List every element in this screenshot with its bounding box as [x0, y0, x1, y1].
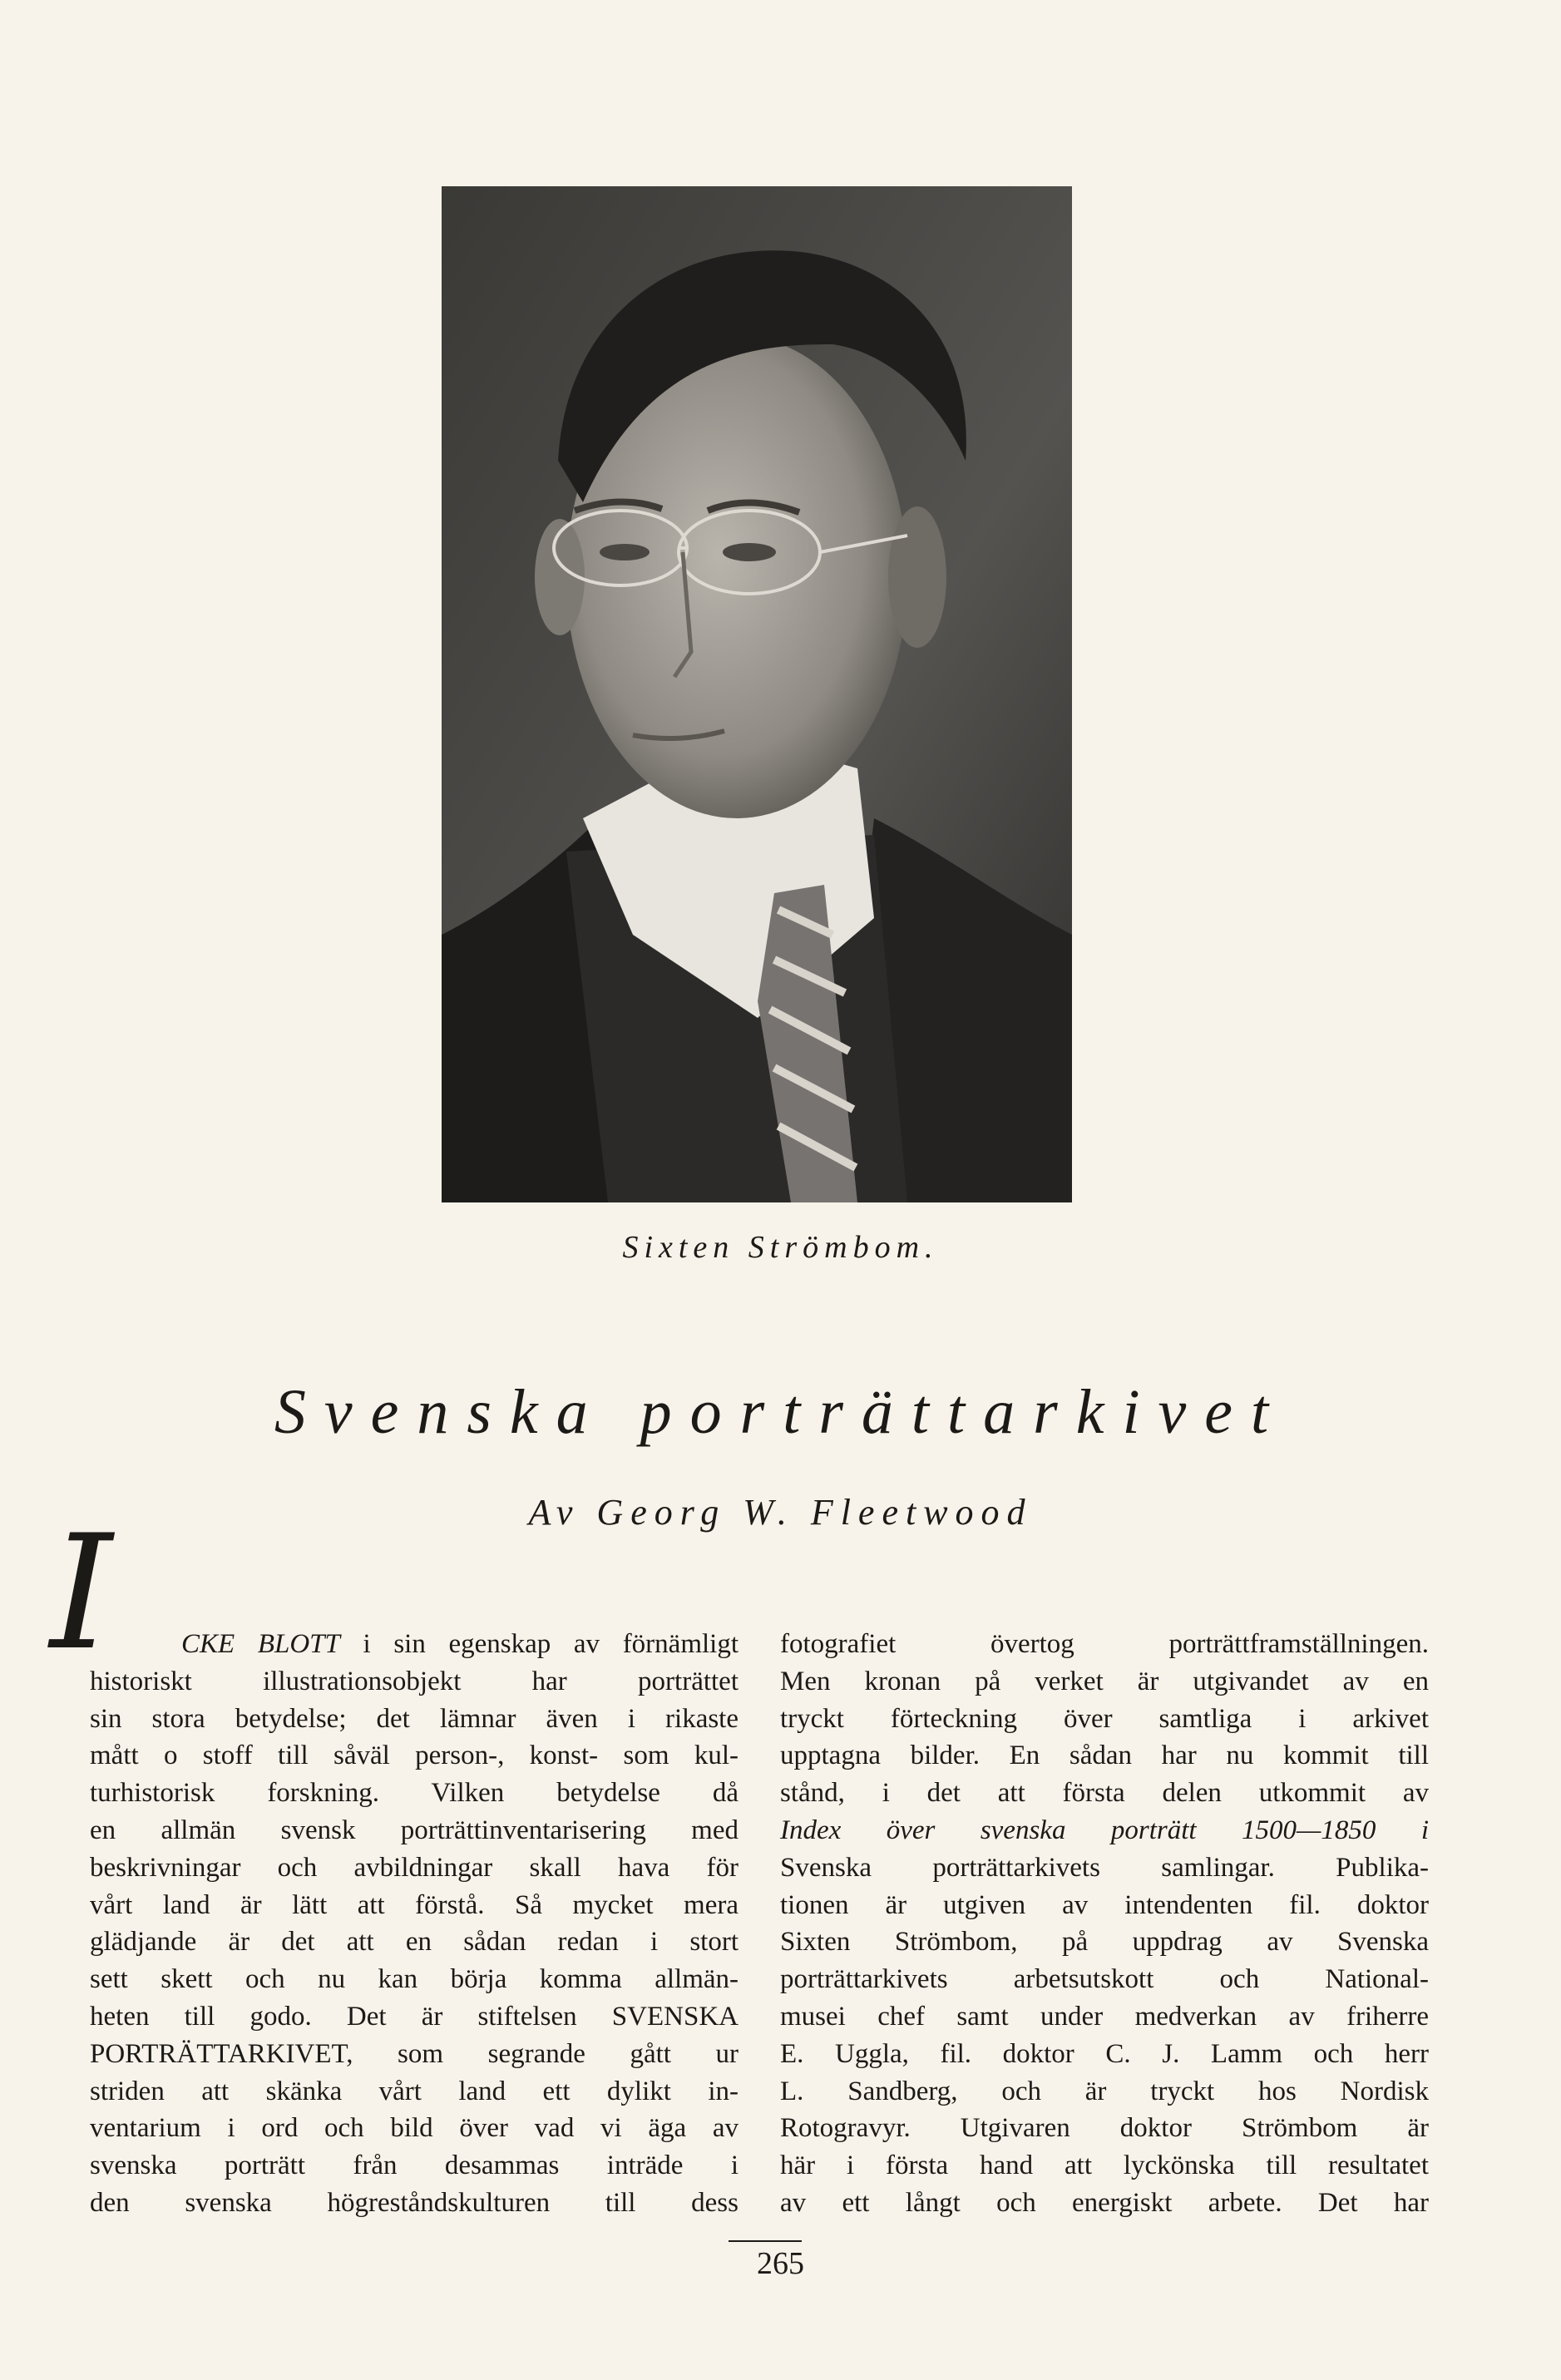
page-number: 265 [757, 2246, 804, 2281]
article-byline: Av Georg W. Fleetwood [528, 1492, 1033, 1533]
left-column [90, 1626, 739, 2222]
text-line: Index över svenska porträtt 1500—1850 i [780, 1815, 1429, 1845]
text-line: svenska porträtt från desammas inträde i [90, 2150, 739, 2181]
text-line: glädjande är det att en sådan redan i stort [90, 1927, 739, 1958]
text-line: Rotogravyr. Utgivaren doktor Strömbom är [780, 2113, 1429, 2144]
text-line: heten till godo. Det är stiftelsen SVENSKA [90, 2001, 739, 2032]
drop-cap: I [50, 1501, 113, 1685]
text-line: tionen är utgiven av intendenten fil. doktor [780, 1889, 1429, 1920]
text-line: sin stora betydelse; det lämnar även i rikaste [90, 1703, 739, 1734]
text-line: CKE BLOTT i sin egenskap av förnämligt [181, 1629, 739, 1659]
text-line: här i första hand att lyckönska till resultatet [780, 2150, 1429, 2181]
text-line: sett skett och nu kan börja komma allmän- [90, 1964, 739, 1995]
portrait-image [442, 186, 1072, 1202]
right-column [780, 1626, 1429, 2222]
text-line: striden att skänka vårt land ett dylikt in- [90, 2076, 739, 2106]
page-number-rule [729, 2240, 802, 2242]
text-line: turhistorisk forskning. Vilken betydelse då [90, 1778, 739, 1809]
photo-caption: Sixten Strömbom. [622, 1230, 939, 1265]
text-line: mått o stoff till såväl person-, konst- som kul- [90, 1741, 739, 1771]
text-line: L. Sandberg, och är tryckt hos Nordisk [780, 2076, 1429, 2106]
portrait-photo [442, 186, 1072, 1202]
text-line: ventarium i ord och bild över vad vi äga av [90, 2113, 739, 2144]
text-line: Svenska porträttarkivets samlingar. Publika- [780, 1852, 1429, 1883]
text-line: stånd, i det att första delen utkommit av [780, 1778, 1429, 1809]
text-line: porträttarkivets arbetsutskott och National- [780, 1964, 1429, 1995]
article-title: Svenska porträttarkivet [274, 1377, 1287, 1447]
text-line: tryckt förteckning över samtliga i arkivet [780, 1703, 1429, 1734]
text-line: fotografiet övertog porträttframställningen. [780, 1629, 1429, 1659]
text-line: upptagna bilder. En sådan har nu kommit till [780, 1741, 1429, 1771]
text-line: en allmän svensk porträttinventarisering med [90, 1815, 739, 1845]
text-line: av ett långt och energiskt arbete. Det har [780, 2187, 1429, 2218]
text-line: Sixten Strömbom, på uppdrag av Svenska [780, 1927, 1429, 1958]
text-line: musei chef samt under medverkan av friherre [780, 2001, 1429, 2032]
text-line: den svenska högreståndskulturen till dess [90, 2187, 739, 2218]
text-line: PORTRÄTTARKIVET, som segrande gått ur [90, 2038, 739, 2069]
text-line: beskrivningar och avbildningar skall hava för [90, 1852, 739, 1883]
text-line: historiskt illustrationsobjekt har porträttet [90, 1666, 739, 1696]
text-line: E. Uggla, fil. doktor C. J. Lamm och herr [780, 2038, 1429, 2069]
text-line: vårt land är lätt att förstå. Så mycket mera [90, 1889, 739, 1920]
text-line: Men kronan på verket är utgivandet av en [780, 1666, 1429, 1696]
